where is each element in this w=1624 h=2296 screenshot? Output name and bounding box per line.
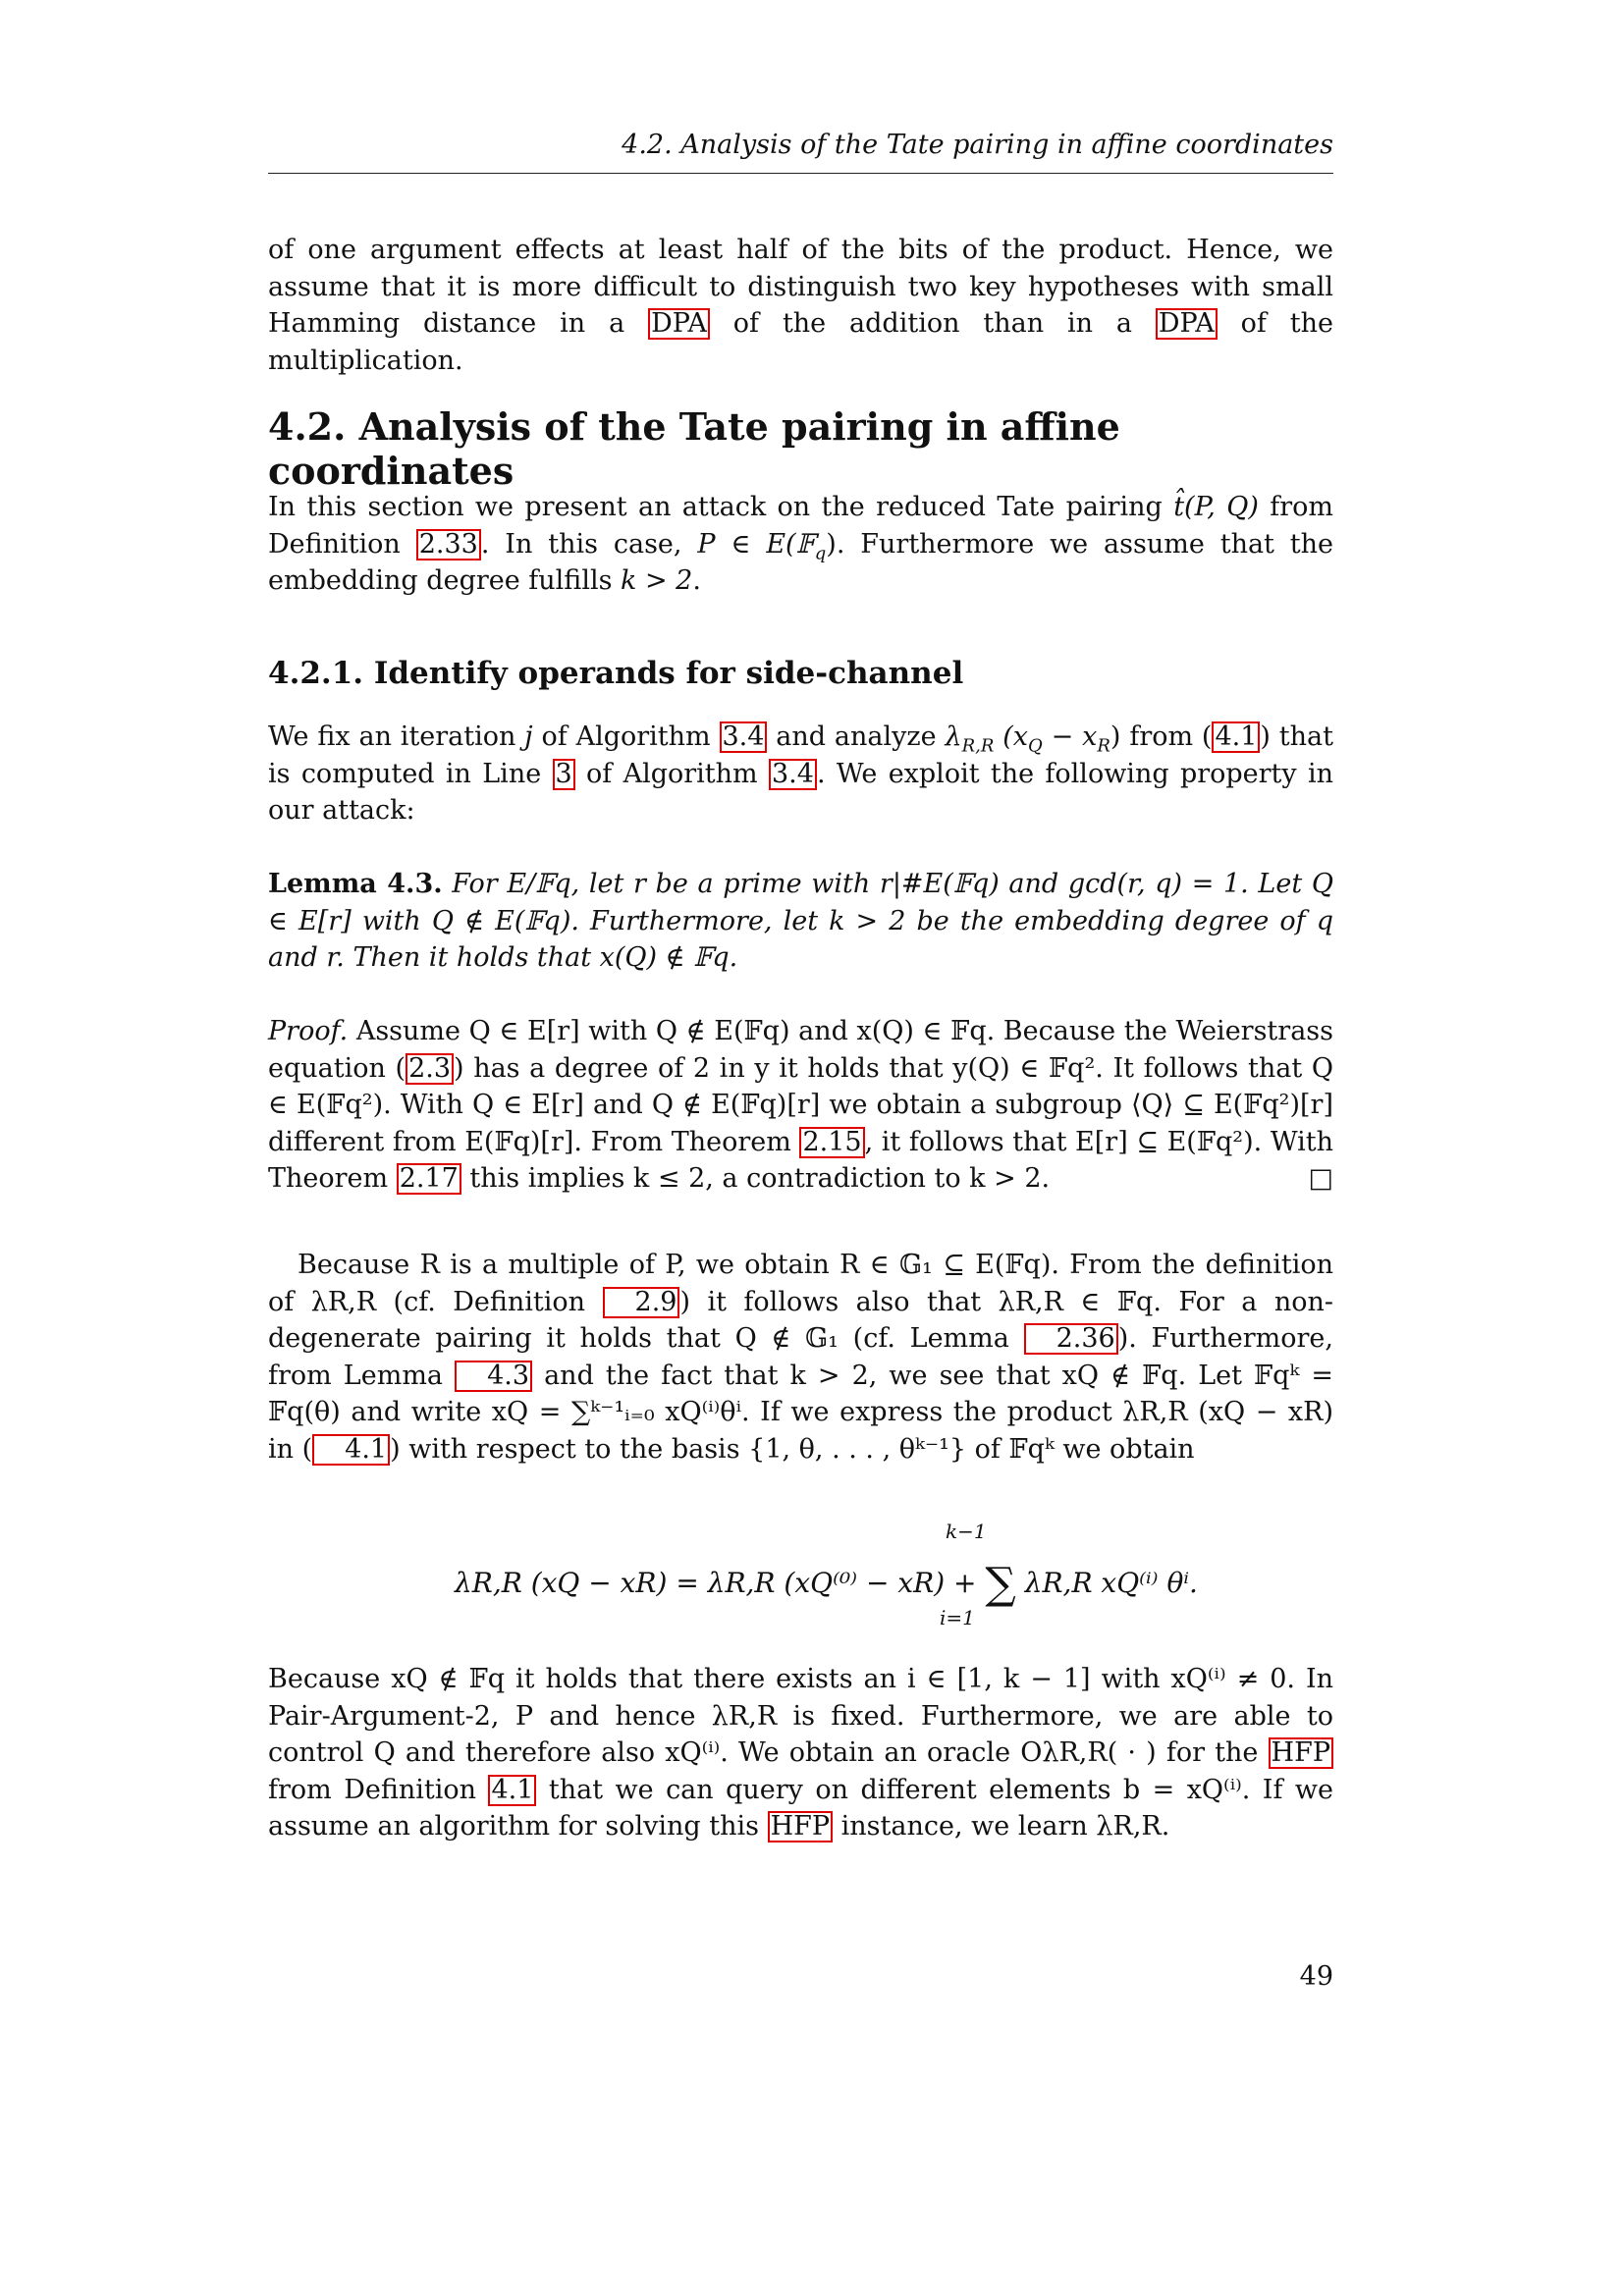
summation-lower-limit: i=1 xyxy=(940,1606,975,1629)
equation-body xyxy=(455,1520,1198,1637)
subsection-text: of Algorithm xyxy=(574,758,769,789)
main-text: Because R is a multiple of P, we obtain R ∈ 𝔾₁ ⊆ E(𝔽q). From the definition of λR,R (cf. Definition xyxy=(268,1250,1333,1317)
intro-paragraph xyxy=(268,232,1333,379)
definition-link[interactable]: 4.1 xyxy=(488,1775,536,1806)
xq-subscript: Q xyxy=(1028,735,1043,757)
equation-link[interactable]: 4.1 xyxy=(312,1434,390,1466)
line-link[interactable]: 3 xyxy=(553,759,575,790)
final-text: from Definition xyxy=(268,1774,489,1805)
lemma-block xyxy=(268,866,1333,977)
theorem-link[interactable]: 2.15 xyxy=(799,1127,864,1158)
intro-text-post: of the multiplication. xyxy=(268,308,1333,376)
degree-condition: k > 2 xyxy=(621,565,693,596)
main-text: and the fact that k > 2, we see that xQ ∉ 𝔽q. Let 𝔽qᵏ = 𝔽q(θ) and write xQ = ∑ᵏ⁻¹ᵢ₌₀ xQ⁽ⁱ⁾θⁱ. If we express the product λR,R (xQ − xR) in ( xyxy=(268,1360,1333,1465)
definition-link[interactable]: 2.9 xyxy=(603,1287,680,1318)
lemma-link[interactable]: 4.3 xyxy=(455,1361,532,1392)
subsection-title: 4.2.1. Identify operands for side-channel xyxy=(268,656,964,691)
expr-part: − x xyxy=(1042,721,1098,752)
section-text: In this section we present an attack on the reduced Tate pairing xyxy=(268,492,1174,522)
proof-text: Assume Q ∈ E[r] with Q ∉ E(𝔽q) and x(Q) ∈ 𝔽q. Because the Weierstrass equation ( xyxy=(268,1016,1333,1084)
hfp-link[interactable]: HFP xyxy=(1269,1737,1333,1769)
final-text: instance, we learn λR,R. xyxy=(833,1811,1170,1842)
proof-text: , it follows that E[r] ⊆ E(𝔽q²). With Theorem xyxy=(268,1126,1334,1194)
proof-label: Proof. xyxy=(268,1016,349,1046)
subsection-text: ) that is computed in Line xyxy=(268,721,1333,789)
field-subscript: q xyxy=(814,542,827,563)
page-number: 49 xyxy=(1299,1961,1333,1992)
section-text: from Definition xyxy=(268,492,1333,560)
expr-part: (x xyxy=(994,721,1029,752)
theorem-link[interactable]: 2.17 xyxy=(397,1163,461,1195)
equation-lhs: λR,R (xQ − xR) = λR,R (xQ⁽⁰⁾ − xR) + xyxy=(455,1567,986,1599)
subsection-text: and analyze xyxy=(767,721,946,752)
equation-line xyxy=(455,1559,1198,1609)
subsection-text: from ( xyxy=(1120,721,1213,752)
running-head: 4.2. Analysis of the Tate pairing in affine coordinates xyxy=(622,130,1333,160)
point-condition: P ∈ E(𝔽 xyxy=(697,528,815,560)
proof-text: ) has a degree of 2 in y it holds that y(Q) ∈ 𝔽q². It follows that Q ∈ E(𝔽q²). With Q ∈ E[r] and Q ∉ E(𝔽q)[r] we obtain a subgroup ⟨Q⟩ ⊆ E(𝔽q²)[r] different from E(𝔽q)[r]. From Theorem xyxy=(268,1052,1333,1157)
subsection-text: of Algorithm xyxy=(532,721,720,752)
lambda-symbol: λ xyxy=(945,721,962,752)
dpa-link[interactable]: DPA xyxy=(648,308,710,340)
summation-symbol: ∑ xyxy=(985,1559,1016,1609)
definition-link[interactable]: 2.33 xyxy=(416,529,481,561)
subsection-text: We fix an iteration xyxy=(268,721,525,752)
dpa-link[interactable]: DPA xyxy=(1156,308,1218,340)
final-text: that we can query on different elements b = xQ⁽ⁱ⁾. If we assume an algorithm for solving this xyxy=(268,1774,1333,1842)
final-paragraph xyxy=(268,1661,1333,1845)
section-paragraph xyxy=(268,489,1333,600)
tate-pairing-expr: t̂(P, Q) xyxy=(1173,492,1259,522)
equation-link[interactable]: 2.3 xyxy=(406,1053,454,1085)
lambda-subscript: R,R xyxy=(961,735,995,757)
hfp-link[interactable]: HFP xyxy=(768,1811,833,1842)
lemma-label: Lemma 4.3. xyxy=(268,869,443,899)
main-text: ). Furthermore, from Lemma xyxy=(268,1323,1333,1391)
intro-text-pre: of one argument effects at least half of the bits of the product. Hence, we assume that it is more difficult to distinguish two key hypotheses with small Hamming distance in a xyxy=(268,235,1333,339)
algorithm-link[interactable]: 3.4 xyxy=(720,721,768,753)
header-rule xyxy=(268,173,1333,174)
subsection-paragraph xyxy=(268,719,1333,829)
expr-part: ) xyxy=(1110,721,1121,752)
equation-link[interactable]: 4.1 xyxy=(1212,721,1260,753)
algorithm-link[interactable]: 3.4 xyxy=(769,759,817,790)
equation-rhs: λR,R xQ⁽ⁱ⁾ θⁱ. xyxy=(1015,1567,1198,1599)
xr-subscript: R xyxy=(1097,735,1110,757)
main-paragraph xyxy=(268,1247,1333,1468)
lemma-link[interactable]: 2.36 xyxy=(1024,1323,1118,1355)
section-text: . In this case, xyxy=(480,528,698,560)
intro-text-mid: of the addition than in a xyxy=(709,308,1156,339)
display-equation xyxy=(268,1520,1333,1637)
iteration-variable: j xyxy=(524,721,533,752)
section-text: . xyxy=(692,565,701,596)
section-title: 4.2. Analysis of the Tate pairing in affine coordinates xyxy=(268,404,1120,493)
proof-block xyxy=(268,1013,1333,1198)
lemma-body: For E/𝔽q, let r be a prime with r|#E(𝔽q) and gcd(r, q) = 1. Let Q ∈ E[r] with Q ∉ E(𝔽q). Furthermore, let k > 2 be the embedding degree of q and r. Then it holds that x(Q) ∉ 𝔽q. xyxy=(268,869,1333,973)
main-text: ) it follows also that λR,R ∈ 𝔽q. For a non-degenerate pairing it holds that Q ∉ 𝔾₁ (cf. Lemma xyxy=(268,1286,1333,1354)
proof-text: this implies k ≤ 2, a contradiction to k > 2. xyxy=(460,1163,1051,1194)
final-text: Because xQ ∉ 𝔽q it holds that there exists an i ∈ [1, k − 1] with xQ⁽ⁱ⁾ ≠ 0. In Pair-Argument-2, P and hence λR,R is fixed. Furthermore, we are able to control Q and therefore also xQ⁽ⁱ⁾. We obtain an oracle OλR,R( · ) for the xyxy=(268,1664,1333,1768)
subsection-text: . We exploit the following property in our attack: xyxy=(268,758,1334,826)
section-text: ). Furthermore we assume that the embedding degree fulfills xyxy=(268,528,1334,596)
qed-symbol: □ xyxy=(1308,1163,1333,1194)
main-text: ) with respect to the basis {1, θ, . . . , θᵏ⁻¹} of 𝔽qᵏ we obtain xyxy=(390,1433,1195,1465)
summation-upper-limit: k−1 xyxy=(946,1520,987,1543)
